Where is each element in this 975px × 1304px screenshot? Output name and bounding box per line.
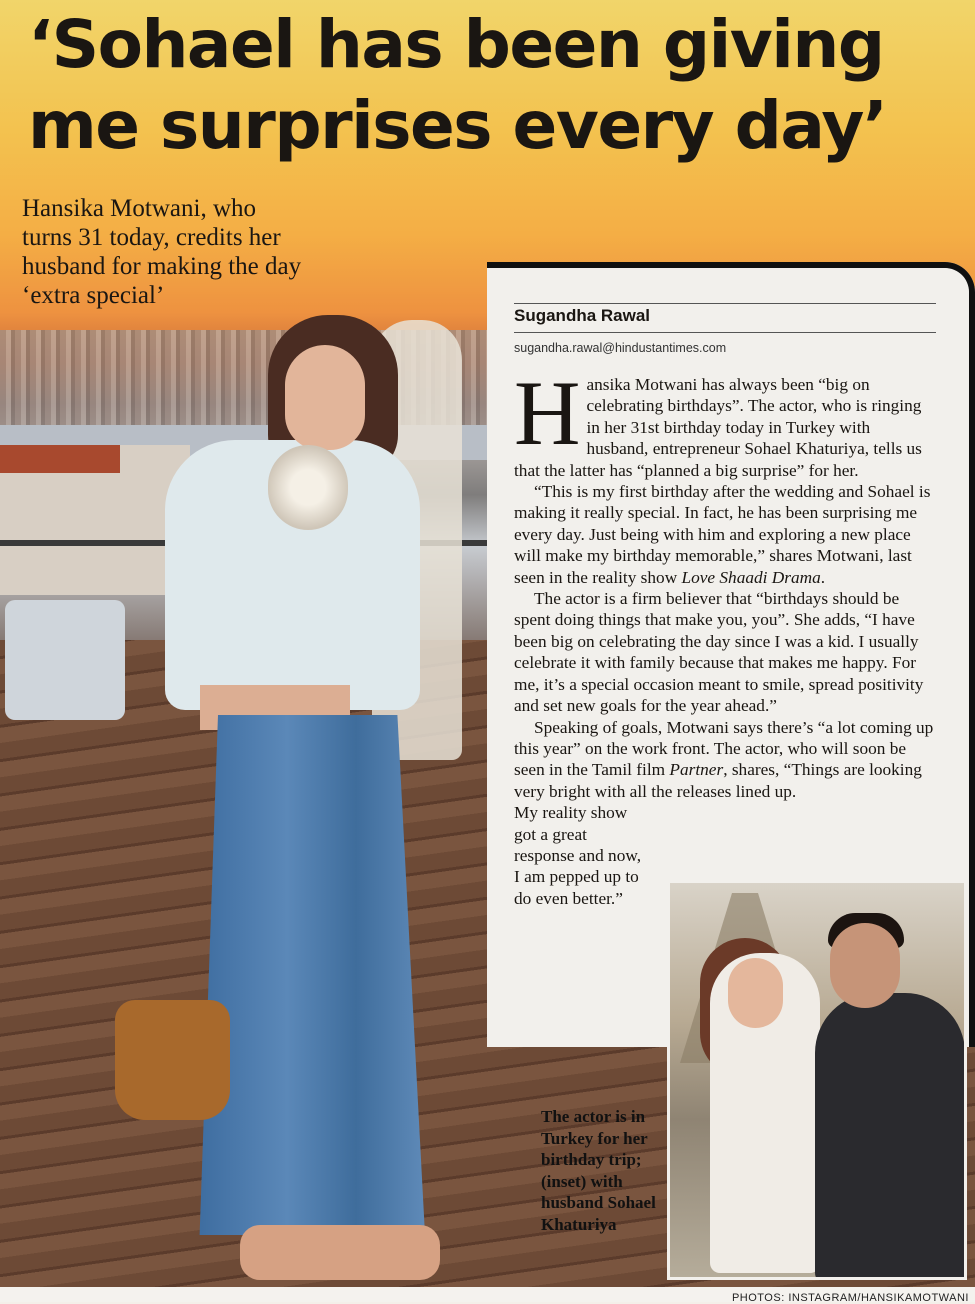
- inset-husband-suit: [815, 993, 965, 1280]
- standfirst: Hansika Motwani, who turns 31 today, credits her husband for making the day ‘extra special’: [22, 195, 302, 309]
- handbag: [115, 1000, 230, 1120]
- paragraph-4: [514, 717, 936, 803]
- paragraph-3-text: The actor is a firm believer that “birthdays should be spent doing things that make you, you”. She adds, “I have been big on celebrating the day since I was a kid. I usually celebrate it with family because that makes me happy. For me, it’s a special occasion meant to smile, spread positivity and set new goals for the year ahead.”: [514, 589, 924, 716]
- paragraph-5-text: My reality show got a great response and now, I am pepped up to do even better.”: [514, 803, 642, 908]
- paragraph-2-text: “This is my first birthday after the wedding and Sohael is making it really special. In fact, he has been surprising me every day. Just being with him and exploring a new place will make my birthday memorable,” shares Motwani, last seen in the reality show: [514, 482, 931, 587]
- paragraph-5: [514, 802, 649, 909]
- article-body: [514, 362, 936, 909]
- paragraph-2: [514, 481, 936, 588]
- paragraph-3: [514, 588, 936, 716]
- headline: ‘Sohael has been giving me surprises every day’: [28, 6, 887, 164]
- photo-caption: The actor is in Turkey for her birthday trip; (inset) with husband Sohael Khaturiya: [541, 1107, 656, 1234]
- inset-husband-face: [830, 923, 900, 1008]
- sandals: [240, 1225, 440, 1280]
- paragraph-1: [514, 362, 936, 481]
- denim-skirt: [195, 715, 425, 1235]
- paragraph-4-end: , shares, “Things are looking very bright with all the releases lined up.: [514, 760, 922, 801]
- paragraph-1-text: ansika Motwani has always been “big on celebrating birthdays”. The actor, who is ringing in her 31st birthday today in Turkey with husband, entrepreneur Sohael Khaturiya, tells us that the latter has “planned a big surprise” for her.: [514, 375, 922, 480]
- lounge-chair: [5, 600, 125, 720]
- byline-rule-bottom: [514, 332, 936, 333]
- paragraph-4-text: Speaking of goals, Motwani says there’s “a lot coming up this year” on the work front. The actor, who will soon be seen in the Tamil film: [514, 717, 934, 780]
- actor-face: [285, 345, 365, 450]
- paragraph-2-end: .: [820, 567, 826, 587]
- byline-author: Sugandha Rawal: [514, 306, 651, 325]
- film-title: Partner: [669, 760, 724, 780]
- byline-rule-top: [514, 303, 936, 304]
- pearl-necklace: [268, 445, 348, 530]
- drop-cap: H: [514, 362, 581, 464]
- inset-actor-face: [728, 958, 783, 1028]
- inset-photo: [667, 880, 967, 1280]
- red-roof: [0, 445, 120, 473]
- byline-email: sugandha.rawal@hindustantimes.com: [514, 341, 727, 355]
- photo-credit: PHOTOS: INSTAGRAM/HANSIKAMOTWANI: [731, 1292, 969, 1304]
- show-title: Love Shaadi Drama: [681, 567, 821, 587]
